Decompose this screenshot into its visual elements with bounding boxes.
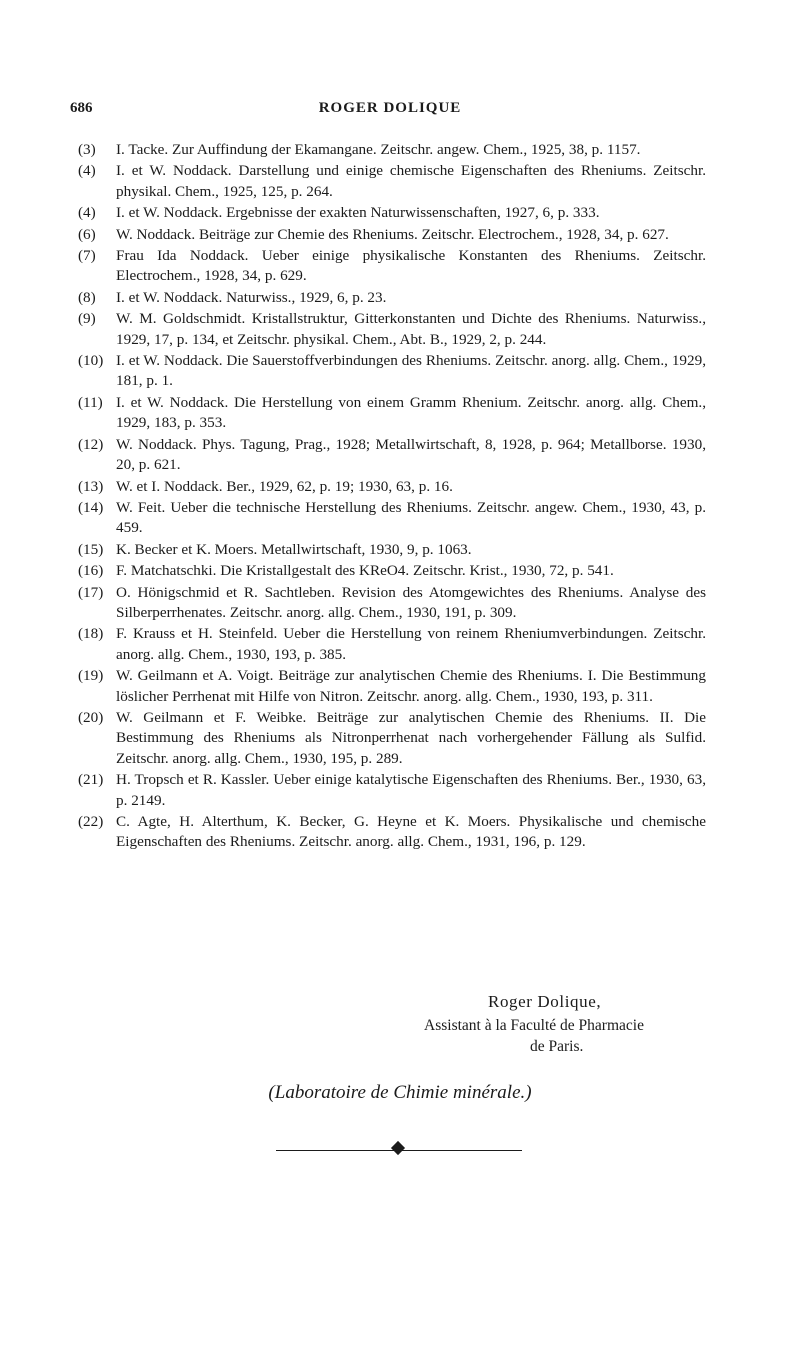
reference-entry xyxy=(78,288,706,308)
laboratory-note: (Laboratoire de Chimie minérale.) xyxy=(268,1082,532,1103)
reference-entry xyxy=(78,225,706,245)
reference-number: (14) xyxy=(78,498,104,516)
reference-entry xyxy=(78,498,706,539)
running-head: ROGER DOLIQUE xyxy=(318,100,462,116)
reference-entry xyxy=(78,477,706,497)
reference-entry xyxy=(78,666,706,707)
reference-number: (8) xyxy=(78,288,96,306)
reference-number: (21) xyxy=(78,771,104,789)
reference-number: (18) xyxy=(78,625,104,643)
reference-text: C. Agte, H. Alterthum, K. Becker, G. Heyne et K. Moers. Physikalische und chemische Eigenschaften des Rheniums. Zeitschr. anorg. allg. Chem., 1931, 196, p. 129. xyxy=(116,813,706,851)
reference-text: I. et W. Noddack. Darstellung und einige chemische Eigenschaften des Rheniums. Zeitschr. physikal. Chem., 1925, 125, p. 264. xyxy=(116,162,706,200)
reference-text: I. et W. Noddack. Naturwiss., 1929, 6, p. 23. xyxy=(116,288,387,306)
reference-entry xyxy=(78,203,706,223)
reference-text: I. et W. Noddack. Die Sauerstoffverbindungen des Rheniums. Zeitschr. anorg. allg. Chem., 1929, 181, p. 1. xyxy=(116,352,706,390)
reference-entry xyxy=(78,393,706,434)
reference-entry xyxy=(78,624,706,665)
reference-entry xyxy=(78,246,706,287)
reference-text: H. Tropsch et R. Kassler. Ueber einige katalytische Eigenschaften des Rheniums. Ber., 1930, 63, p. 2149. xyxy=(116,771,706,809)
reference-text: F. Krauss et H. Steinfeld. Ueber die Herstellung von reinem Rheniumverbindungen. Zeitschr. anorg. allg. Chem., 1930, 193, p. 385. xyxy=(116,625,706,663)
reference-text: W. Feit. Ueber die technische Herstellung des Rheniums. Zeitschr. angew. Chem., 1930, 43, p. 459. xyxy=(116,498,706,537)
reference-number: (4) xyxy=(78,204,96,222)
reference-text: I. et W. Noddack. Die Herstellung von einem Gramm Rhenium. Zeitschr. anorg. allg. Chem., 1929, 183, p. 353. xyxy=(116,393,706,432)
reference-number: (10) xyxy=(78,352,104,370)
reference-number: (9) xyxy=(78,310,96,328)
reference-entry xyxy=(78,351,706,392)
reference-text: W. Noddack. Phys. Tagung, Prag., 1928; Metallwirtschaft, 8, 1928, p. 964; Metallborse. 1930, 20, p. 621. xyxy=(116,435,706,474)
reference-number: (12) xyxy=(78,435,104,453)
author-affiliation-line1: Assistant à la Faculté de Pharmacie xyxy=(424,1017,644,1034)
page-header xyxy=(70,100,710,126)
reference-entry xyxy=(78,540,706,560)
reference-number: (11) xyxy=(78,393,103,411)
reference-text: W. Noddack. Beiträge zur Chemie des Rheniums. Zeitschr. Electrochem., 1928, 34, p. 627. xyxy=(116,225,669,243)
reference-number: (13) xyxy=(78,477,104,495)
reference-number: (4) xyxy=(78,162,96,180)
reference-number: (15) xyxy=(78,540,104,558)
reference-text: K. Becker et K. Moers. Metallwirtschaft, 1930, 9, p. 1063. xyxy=(116,540,472,558)
page-number: 686 xyxy=(70,100,93,116)
reference-entry xyxy=(78,309,706,350)
author-affiliation-line2: de Paris. xyxy=(530,1038,584,1055)
reference-text: Frau Ida Noddack. Ueber einige physikalische Konstanten des Rheniums. Zeitschr. Electrochem., 1928, 34, p. 629. xyxy=(116,247,706,285)
reference-number: (16) xyxy=(78,562,104,580)
reference-entry xyxy=(78,770,706,811)
reference-number: (3) xyxy=(78,141,96,158)
reference-text: W. Geilmann et A. Voigt. Beiträge zur analytischen Chemie des Rheniums. I. Die Bestimmung löslicher Perrhenat mit Hilfe von Nitron. Zeitschr. anorg. allg. Chem., 1930, 193, p. 311. xyxy=(116,667,706,705)
reference-text: W. Geilmann et F. Weibke. Beiträge zur analytischen Chemie des Rheniums. II. Die Bestimmung des Rheniums als Nitronperrhenat nach vorhergehender Fällung als Sulfid. Zeitschr. anorg. allg. Chem., 1930, 195, p. 289. xyxy=(116,708,706,767)
reference-entry xyxy=(78,161,706,202)
reference-number: (7) xyxy=(78,247,96,265)
reference-number: (22) xyxy=(78,813,104,830)
reference-entry xyxy=(78,583,706,624)
reference-list xyxy=(78,140,706,854)
reference-text: W. et I. Noddack. Ber., 1929, 62, p. 19; 1930, 63, p. 16. xyxy=(116,477,453,495)
reference-entry xyxy=(78,140,706,160)
reference-number: (6) xyxy=(78,225,96,243)
reference-text: O. Hönigschmid et R. Sachtleben. Revision des Atomgewichtes des Rheniums. Analyse des Silberperrhenates. Zeitschr. anorg. allg. Chem., 1930, 191, p. 309. xyxy=(116,583,706,621)
reference-entry xyxy=(78,435,706,476)
reference-text: W. M. Goldschmidt. Kristallstruktur, Gitterkonstanten und Dichte des Rheniums. Naturwiss., 1929, 17, p. 134, et Zeitschr. physikal. Chem., Abt. B., 1929, 2, p. 244. xyxy=(116,310,706,348)
reference-number: (17) xyxy=(78,583,104,601)
reference-entry xyxy=(78,708,706,769)
reference-text: F. Matchatschki. Die Kristallgestalt des KReO4. Zeitschr. Krist., 1930, 72, p. 541. xyxy=(116,562,614,580)
reference-number: (20) xyxy=(78,708,104,726)
author-signature: Roger Dolique, xyxy=(488,992,602,1011)
diamond-ornament-icon xyxy=(391,1141,405,1155)
reference-entry xyxy=(78,812,706,853)
reference-number: (19) xyxy=(78,667,104,685)
reference-text: I. Tacke. Zur Auffindung der Ekamangane. Zeitschr. angew. Chem., 1925, 38, p. 1157. xyxy=(116,141,641,158)
reference-entry xyxy=(78,561,706,581)
reference-text: I. et W. Noddack. Ergebnisse der exakten Naturwissenschaften, 1927, 6, p. 333. xyxy=(116,204,600,222)
